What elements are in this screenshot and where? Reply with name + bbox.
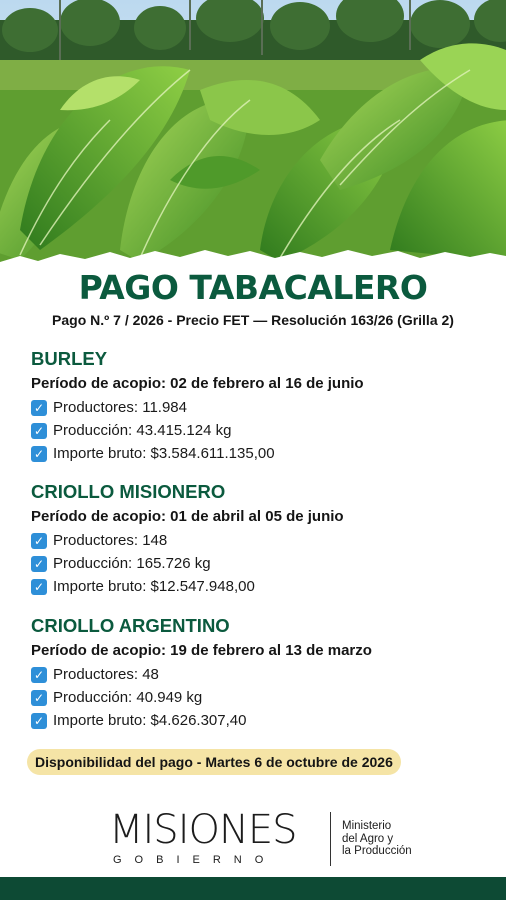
- item-text: Productores: 48: [53, 666, 159, 683]
- check-box-icon: ✓: [31, 556, 47, 572]
- list-item: [31, 419, 491, 442]
- section-title: CRIOLLO MISIONERO: [31, 481, 226, 502]
- list-item: [31, 575, 491, 598]
- logo-divider: [330, 812, 331, 866]
- section-burley: [31, 346, 491, 465]
- section-period: Período de acopio: 19 de febrero al 13 de marzo: [31, 642, 372, 659]
- item-text: Importe bruto: $4.626.307,40: [53, 712, 247, 729]
- section-criollo-argentino: [31, 613, 491, 732]
- logo-wordmark: MISIONES: [109, 807, 297, 853]
- list-item: [31, 552, 491, 575]
- item-text: Productores: 148: [53, 532, 168, 549]
- availability-badge: Disponibilidad del pago - Martes 6 de octubre de 2026: [27, 749, 401, 775]
- footer-bar: [0, 877, 506, 900]
- ministry-line: Ministerio: [342, 820, 392, 832]
- list-item: [31, 442, 491, 465]
- government-logo: [109, 808, 439, 872]
- section-title: BURLEY: [31, 348, 108, 369]
- check-box-icon: ✓: [31, 423, 47, 439]
- check-box-icon: ✓: [31, 690, 47, 706]
- section-period: Período de acopio: 02 de febrero al 16 de junio: [31, 375, 364, 392]
- section-period: Período de acopio: 01 de abril al 05 de junio: [31, 508, 344, 525]
- section-title: CRIOLLO ARGENTINO: [31, 615, 230, 636]
- section-criollo-misionero: [31, 479, 491, 598]
- list-item: [31, 529, 491, 552]
- ministry-line: del Agro y: [342, 832, 394, 845]
- check-box-icon: ✓: [31, 667, 47, 683]
- check-box-icon: ✓: [31, 400, 47, 416]
- list-item: [31, 663, 491, 686]
- ministry-line: la Producción: [342, 845, 412, 857]
- item-text: Producción: 43.415.124 kg: [53, 422, 232, 439]
- check-box-icon: ✓: [31, 579, 47, 595]
- item-text: Productores: 11.984: [53, 399, 187, 416]
- list-item: [31, 709, 491, 732]
- list-item: [31, 396, 491, 419]
- page-title: PAGO TABACALERO: [78, 268, 428, 307]
- hero-photo-tobacco-field: [0, 0, 506, 270]
- list-item: [31, 686, 491, 709]
- page-subtitle: Pago N.º 7 / 2026 - Precio FET — Resolución 163/26 (Grilla 2): [52, 312, 454, 328]
- ministry-name: [342, 820, 412, 858]
- check-box-icon: ✓: [31, 713, 47, 729]
- check-box-icon: ✓: [31, 533, 47, 549]
- item-text: Importe bruto: $3.584.611.135,00: [53, 445, 275, 462]
- logo-subtitle: GOBIERNO: [113, 854, 277, 866]
- item-text: Producción: 40.949 kg: [53, 689, 203, 706]
- check-box-icon: ✓: [31, 446, 47, 462]
- item-text: Importe bruto: $12.547.948,00: [53, 578, 255, 595]
- item-text: Producción: 165.726 kg: [53, 555, 211, 572]
